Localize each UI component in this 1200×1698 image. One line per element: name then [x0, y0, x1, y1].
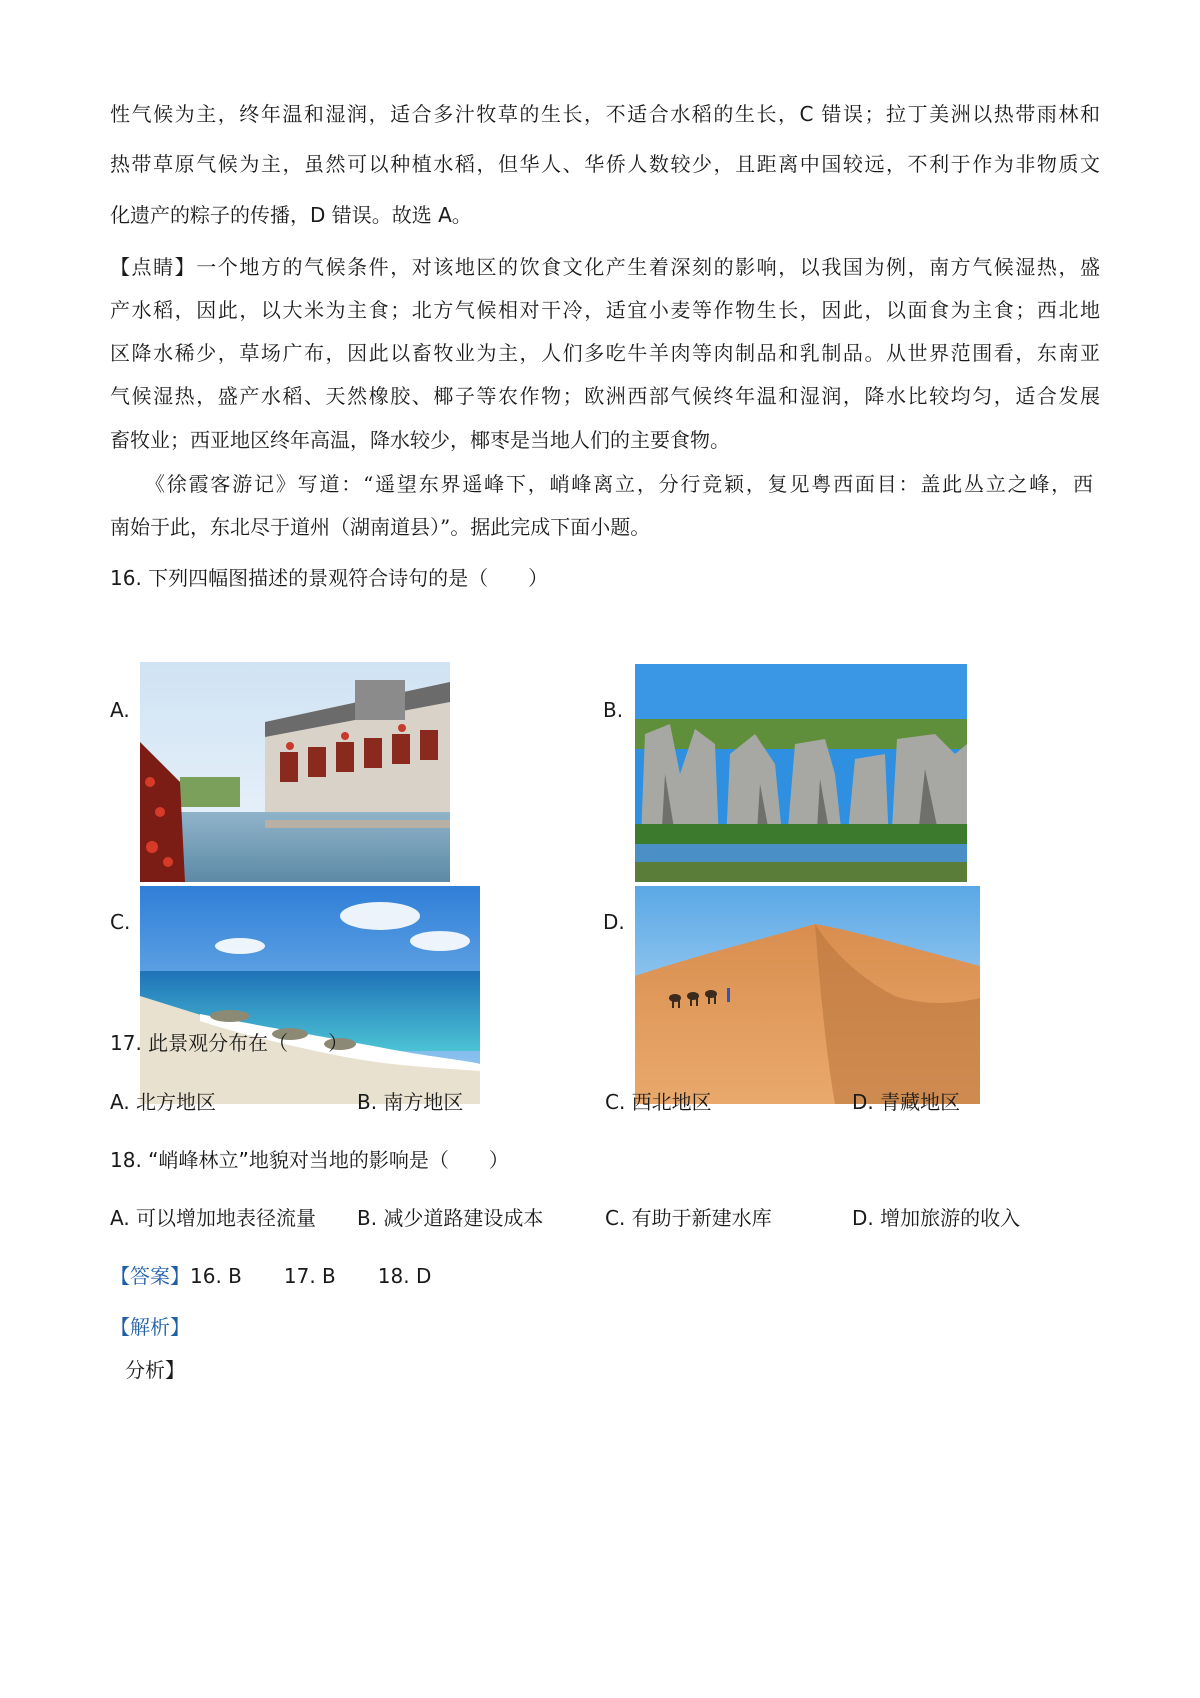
q16-option-a-letter: A. [110, 698, 130, 722]
answer-label: 【答案】 [110, 1264, 190, 1288]
answer-17: 17. B [283, 1264, 336, 1288]
q18-option-b[interactable]: B. 减少道路建设成本 [357, 1206, 544, 1230]
karst-stone-forest-photo [635, 664, 967, 882]
q16-option-c-letter: C. [110, 910, 131, 934]
desert-icon [635, 886, 980, 1104]
q17-option-a[interactable]: A. 北方地区 [110, 1090, 217, 1114]
dianjing-line-3: 区降水稀少，草场广布，因此以畜牧业为主，人们多吃牛羊肉等肉制品和乳制品。从世界范围看，东南亚 [110, 341, 1100, 365]
explanation-line-2: 热带草原气候为主，虽然可以种植水稻，但华人、华侨人数较少，且距离中国较远，不利于作为非物质文 [110, 152, 1100, 176]
dianjing-line-1 [110, 255, 1100, 279]
q16-option-d-letter: D. [603, 910, 625, 934]
dianjing-line-2: 产水稻，因此，以大米为主食；北方气候相对干冷，适宜小麦等作物生长，因此，以面食为主食；西北地 [110, 298, 1100, 322]
q17-option-b[interactable]: B. 南方地区 [357, 1090, 464, 1114]
desert-camel-photo [635, 886, 980, 1104]
q18-option-a[interactable]: A. 可以增加地表径流量 [110, 1206, 317, 1230]
analysis-sub: 分析】 [125, 1358, 185, 1382]
analysis-label: 【解析】 [110, 1315, 190, 1339]
beach-icon [140, 886, 480, 1104]
dianjing-line-4: 气候湿热，盛产水稻、天然橡胶、椰子等农作物；欧洲西部气候终年温和湿润，降水比较均匀，适合发展 [110, 384, 1100, 408]
answer-line [110, 1264, 431, 1288]
passage-line-2: 南始于此，东北尽于道州（湖南道县）”。据此完成下面小题。 [110, 515, 651, 539]
q17-stem: 17. 此景观分布在（ ） [110, 1031, 349, 1055]
answer-18: 18. D [377, 1264, 432, 1288]
passage-line-1: 《徐霞客游记》写道：“遥望东界遥峰下，峭峰离立，分行竞颖，复见粤西面目：盖此丛立之峰，西 [145, 472, 1093, 496]
q18-option-d[interactable]: D. 增加旅游的收入 [852, 1206, 1021, 1230]
q17-option-c[interactable]: C. 西北地区 [605, 1090, 712, 1114]
dianjing-line-5: 畜牧业；西亚地区终年高温，降水较少，椰枣是当地人们的主要食物。 [110, 428, 730, 452]
q16-option-b-letter: B. [603, 698, 624, 722]
q16-stem: 16. 下列四幅图描述的景观符合诗句的是（ ） [110, 566, 549, 590]
dianjing-label: 【点睛】 [110, 255, 197, 279]
q18-stem: 18. “峭峰林立”地貌对当地的影响是（ ） [110, 1148, 509, 1172]
water-town-icon [140, 662, 450, 882]
water-town-photo [140, 662, 450, 882]
q17-option-d[interactable]: D. 青藏地区 [852, 1090, 961, 1114]
answer-16: 16. B [190, 1264, 242, 1288]
tropical-beach-photo [140, 886, 480, 1104]
explanation-line-3: 化遗产的粽子的传播，D 错误。故选 A。 [110, 203, 472, 227]
karst-icon [635, 664, 967, 882]
explanation-line-1: 性气候为主，终年温和湿润，适合多汁牧草的生长，不适合水稻的生长，C 错误；拉丁美洲以热带雨林和 [110, 102, 1100, 126]
q18-option-c[interactable]: C. 有助于新建水库 [605, 1206, 772, 1230]
dianjing-text-1: 一个地方的气候条件，对该地区的饮食文化产生着深刻的影响，以我国为例，南方气候湿热，盛 [196, 255, 1101, 279]
